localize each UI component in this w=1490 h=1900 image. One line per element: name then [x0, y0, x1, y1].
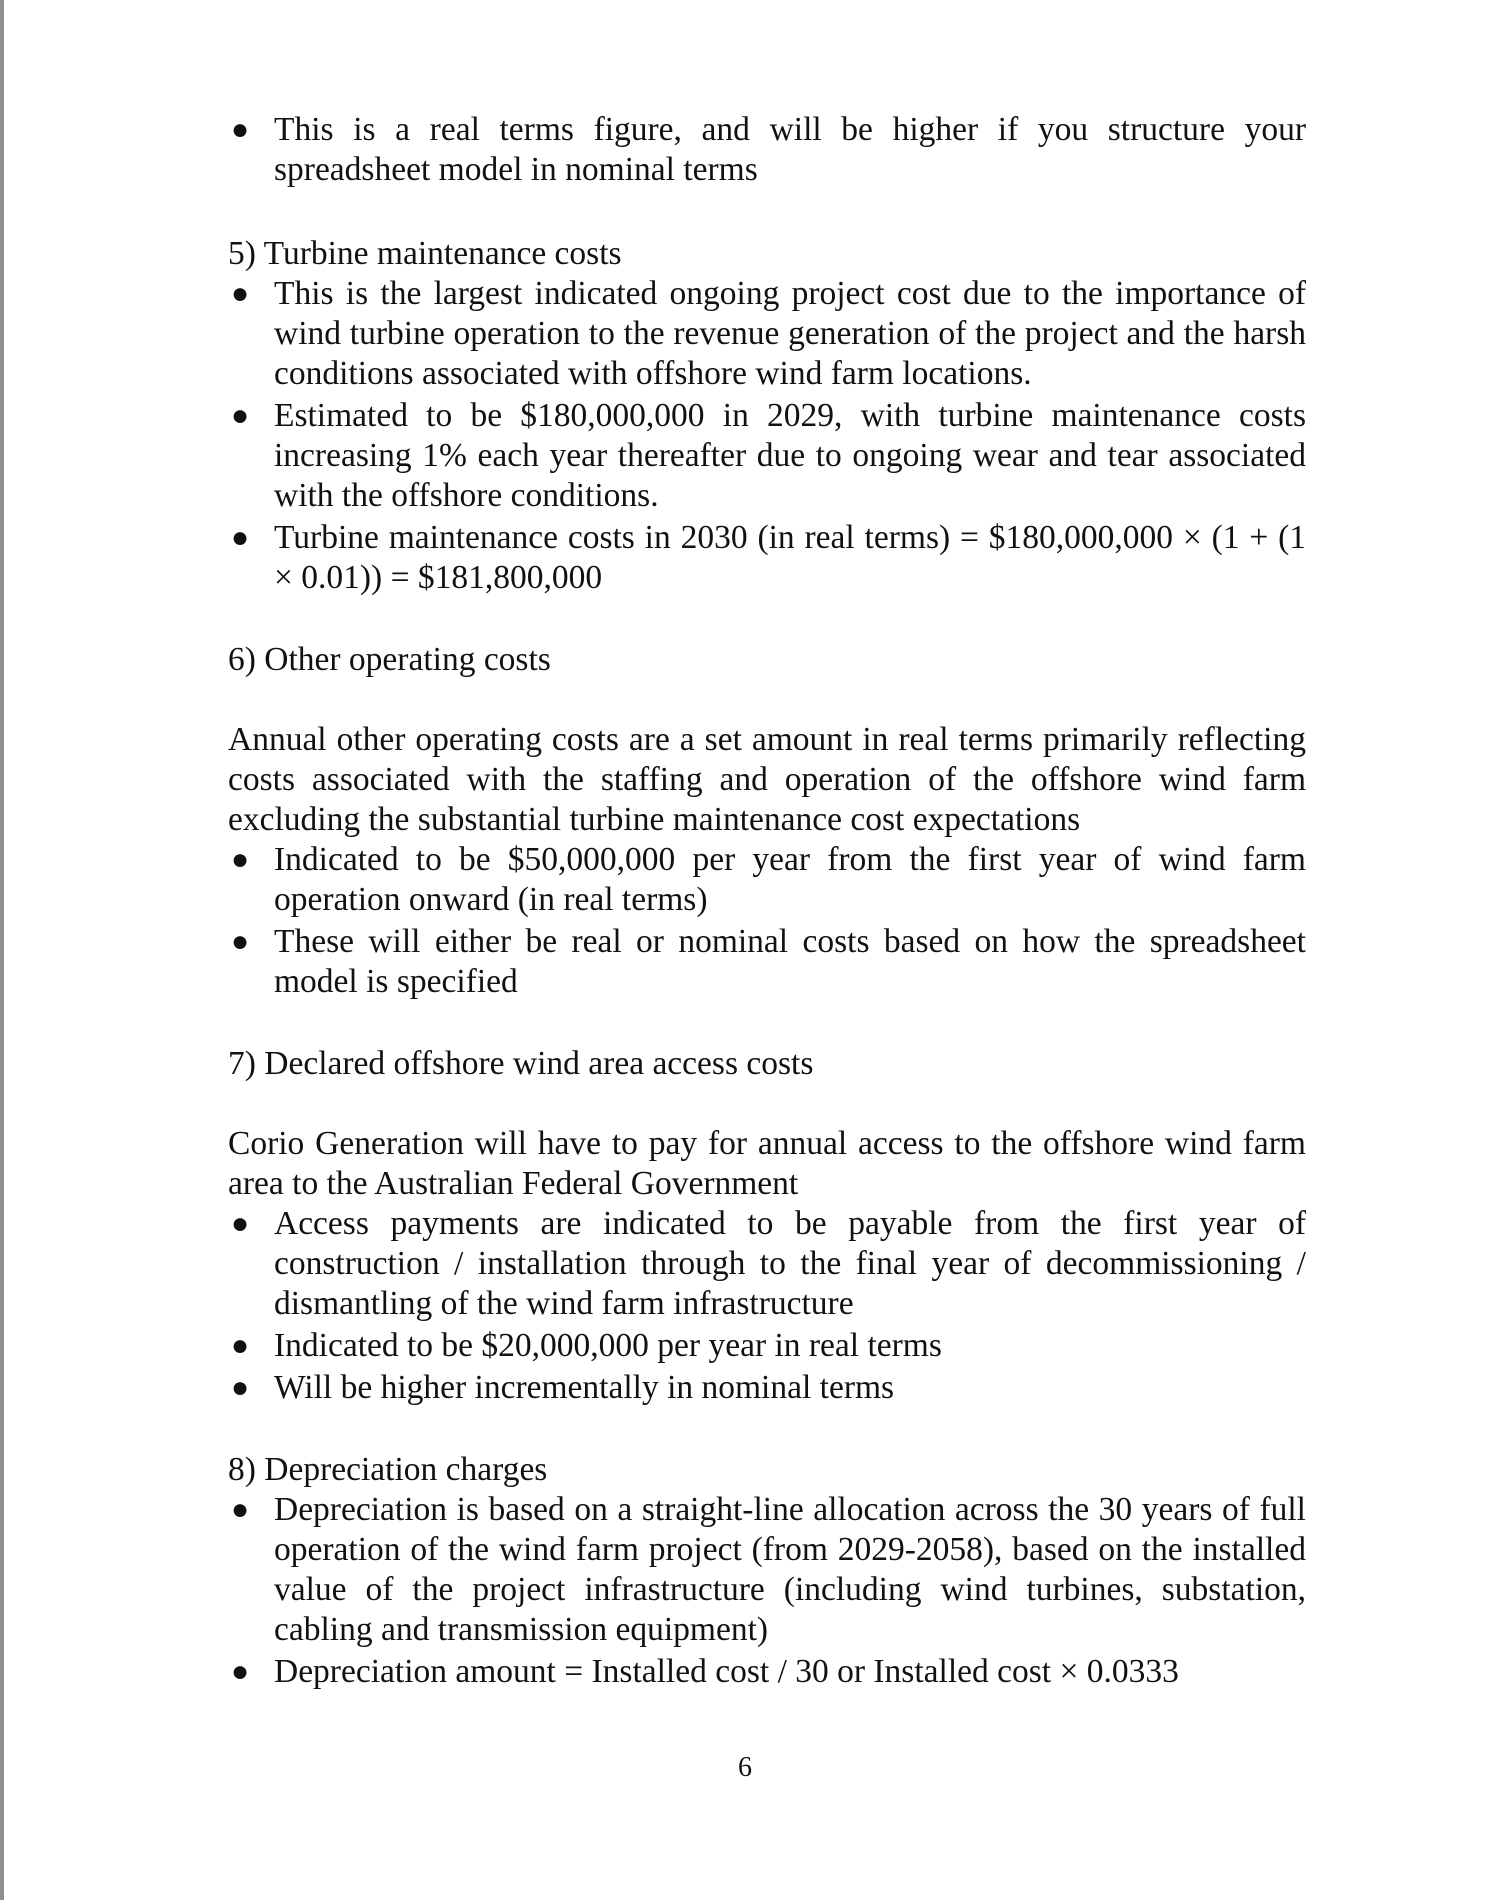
section-6-paragraph: Annual other operating costs are a set amount in real terms primarily reflecting costs associated with the staffing and operation of the offshore wind farm excluding the substantial turbine maintenance cost expectations	[228, 721, 1306, 838]
list-item: ● This is the largest indicated ongoing project cost due to the importance of wind turbine operation to the revenue generation of the project and the harsh conditions associated with offshore wind farm locations.	[231, 275, 1306, 392]
intro-bullet-list	[228, 110, 1306, 190]
section-7-bullet-list	[228, 1204, 1306, 1408]
section-6-heading: 6) Other operating costs	[228, 641, 551, 678]
document-page	[228, 110, 1306, 1694]
page-left-border	[0, 0, 4, 1900]
list-item: ● Indicated to be $50,000,000 per year from the first year of wind farm operation onward (in real terms)	[231, 841, 1306, 918]
list-item: ● Estimated to be $180,000,000 in 2029, with turbine maintenance costs increasing 1% each year thereafter due to ongoing wear and tear associated with the offshore conditions.	[231, 397, 1306, 514]
list-item: ● These will either be real or nominal costs based on how the spreadsheet model is specified	[231, 923, 1306, 1000]
list-item: ● This is a real terms figure, and will be higher if you structure your spreadsheet model in nominal terms	[231, 111, 1306, 188]
list-item: ● Will be higher incrementally in nominal terms	[231, 1369, 895, 1406]
list-item: ● Indicated to be $20,000,000 per year in real terms	[231, 1327, 942, 1364]
section-7-heading: 7) Declared offshore wind area access costs	[228, 1045, 814, 1082]
bullet-icon: ●	[231, 1493, 250, 1526]
bullet-icon: ●	[231, 1207, 250, 1240]
bullet-icon: ●	[231, 521, 250, 554]
bullet-icon: ●	[231, 843, 250, 876]
bullet-icon: ●	[231, 1371, 250, 1404]
bullet-icon: ●	[231, 1329, 250, 1362]
bullet-icon: ●	[231, 113, 250, 146]
section-8-bullet-list	[228, 1490, 1306, 1692]
section-5-bullet-list	[228, 274, 1306, 598]
bullet-icon: ●	[231, 1655, 250, 1688]
list-item: ● Depreciation is based on a straight-line allocation across the 30 years of full operation of the wind farm project (from 2029-2058), based on the installed value of the project infrastructure (including wind turbines, substation, cabling and transmission equipment)	[231, 1491, 1306, 1648]
section-7-paragraph: Corio Generation will have to pay for annual access to the offshore wind farm area to the Australian Federal Government	[228, 1125, 1306, 1202]
list-item: ● Access payments are indicated to be payable from the first year of construction / installation through to the final year of decommissioning / dismantling of the wind farm infrastructure	[231, 1205, 1306, 1322]
bullet-icon: ●	[231, 399, 250, 432]
list-item: ● Turbine maintenance costs in 2030 (in real terms) = $180,000,000 × (1 + (1 × 0.01)) = $181,800,000	[231, 519, 1306, 596]
page-number: 6	[738, 1752, 752, 1783]
section-8-heading: 8) Depreciation charges	[228, 1451, 548, 1488]
list-item: ● Depreciation amount = Installed cost / 30 or Installed cost × 0.0333	[231, 1653, 1179, 1690]
section-5-heading: 5) Turbine maintenance costs	[228, 235, 622, 272]
section-6-bullet-list	[228, 840, 1306, 1002]
bullet-icon: ●	[231, 277, 250, 310]
bullet-icon: ●	[231, 925, 250, 958]
